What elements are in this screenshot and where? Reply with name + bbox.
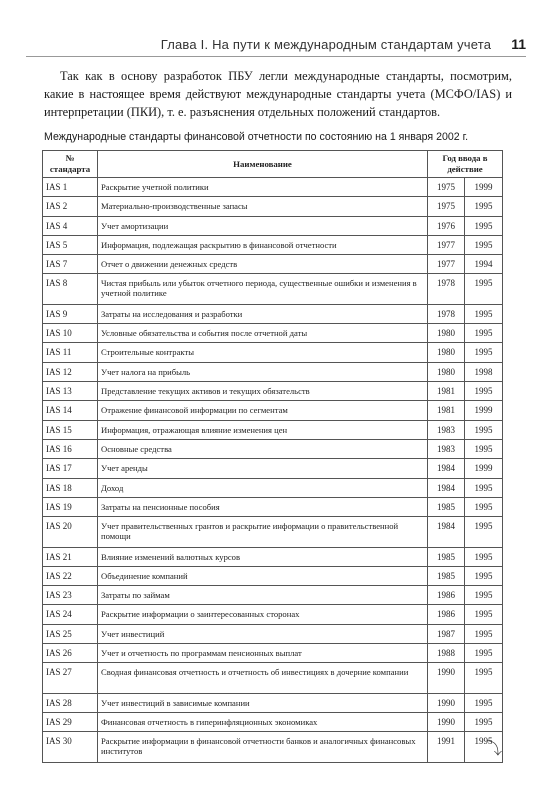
year-revised: 1998 (465, 362, 503, 381)
standard-id: IAS 27 (43, 663, 98, 693)
year-revised: 1995 (465, 566, 503, 585)
year-revised: 1995 (465, 547, 503, 566)
standard-name: Чистая прибыль или убыток отчетного периода, существенные ошибки и изменения в учетной политике (98, 274, 428, 304)
table-row (43, 274, 503, 304)
standard-name: Учет правительственных грантов и раскрытие информации о правительственной помощи (98, 517, 428, 547)
year-introduced: 1976 (428, 216, 465, 235)
year-revised: 1995 (465, 586, 503, 605)
table-row (43, 197, 503, 216)
standard-id: IAS 4 (43, 216, 98, 235)
standard-id: IAS 16 (43, 439, 98, 458)
table-row (43, 216, 503, 235)
table-row (43, 605, 503, 624)
intro-paragraph: Так как в основу разработок ПБУ легли международные стандарты, посмотрим, какие в настоящее время действуют международные стандарты учета (МСФО/IAS) и интерпретации (ПКИ), т. е. разъяснения отдельных положений стандартов. (44, 69, 512, 119)
year-introduced: 1988 (428, 644, 465, 663)
page-header (26, 36, 526, 57)
table-body (43, 178, 503, 763)
standard-id: IAS 12 (43, 362, 98, 381)
year-revised: 1999 (465, 459, 503, 478)
year-revised: 1995 (465, 478, 503, 497)
year-introduced: 1987 (428, 624, 465, 643)
standard-id: IAS 2 (43, 197, 98, 216)
year-introduced: 1983 (428, 420, 465, 439)
year-introduced: 1985 (428, 566, 465, 585)
table-row (43, 644, 503, 663)
year-introduced: 1986 (428, 605, 465, 624)
standard-id: IAS 1 (43, 178, 98, 197)
table-row (43, 235, 503, 254)
year-introduced: 1977 (428, 235, 465, 254)
year-introduced: 1990 (428, 663, 465, 693)
year-revised: 1995 (465, 644, 503, 663)
year-introduced: 1984 (428, 517, 465, 547)
table-row (43, 732, 503, 762)
standard-name: Отчет о движении денежных средств (98, 255, 428, 274)
table-row (43, 517, 503, 547)
standard-name: Информация, подлежащая раскрытию в финансовой отчетности (98, 235, 428, 254)
year-introduced: 1981 (428, 382, 465, 401)
year-revised: 1995 (465, 517, 503, 547)
standard-id: IAS 22 (43, 566, 98, 585)
table-header-row (43, 151, 503, 178)
year-introduced: 1980 (428, 362, 465, 381)
table-row (43, 178, 503, 197)
standard-name: Учет аренды (98, 459, 428, 478)
chapter-title: Глава I. На пути к международным стандартам учета (160, 37, 492, 52)
standard-name: Учет налога на прибыль (98, 362, 428, 381)
table-row (43, 586, 503, 605)
year-revised: 1995 (465, 216, 503, 235)
year-revised: 1999 (465, 178, 503, 197)
standard-name: Доход (98, 478, 428, 497)
standard-id: IAS 7 (43, 255, 98, 274)
header-standard-number: № стандарта (43, 151, 98, 178)
year-revised: 1995 (465, 324, 503, 343)
standard-id: IAS 10 (43, 324, 98, 343)
standard-name: Объединение компаний (98, 566, 428, 585)
standard-id: IAS 20 (43, 517, 98, 547)
standard-name: Строительные контракты (98, 343, 428, 362)
standard-name: Сводная финансовая отчетность и отчетность об инвестициях в дочерние компании (98, 663, 428, 693)
header-name: Наименование (98, 151, 428, 178)
standard-name: Затраты по займам (98, 586, 428, 605)
year-revised: 1995 (465, 605, 503, 624)
year-revised: 1995 (465, 713, 503, 732)
year-revised: 1995 (465, 197, 503, 216)
year-revised: 1995 (465, 693, 503, 712)
standard-id: IAS 28 (43, 693, 98, 712)
year-introduced: 1985 (428, 497, 465, 516)
standard-name: Затраты на пенсионные пособия (98, 497, 428, 516)
standard-id: IAS 21 (43, 547, 98, 566)
year-introduced: 1984 (428, 478, 465, 497)
standard-id: IAS 25 (43, 624, 98, 643)
year-introduced: 1991 (428, 732, 465, 762)
standard-name: Раскрытие информации о заинтересованных сторонах (98, 605, 428, 624)
standard-id: IAS 11 (43, 343, 98, 362)
year-introduced: 1983 (428, 439, 465, 458)
standard-name: Условные обязательства и события после отчетной даты (98, 324, 428, 343)
table-row (43, 478, 503, 497)
table-row (43, 566, 503, 585)
table-row (43, 624, 503, 643)
year-revised: 1995 (465, 343, 503, 362)
table-row (43, 497, 503, 516)
standard-name: Основные средства (98, 439, 428, 458)
standard-name: Учет амортизации (98, 216, 428, 235)
year-introduced: 1990 (428, 713, 465, 732)
standard-name: Влияние изменений валютных курсов (98, 547, 428, 566)
standard-id: IAS 26 (43, 644, 98, 663)
year-revised: 1995 (465, 732, 503, 762)
year-introduced: 1975 (428, 197, 465, 216)
header-year: Год ввода в действие (428, 151, 503, 178)
standard-name: Учет инвестиций (98, 624, 428, 643)
table-row (43, 382, 503, 401)
standard-id: IAS 13 (43, 382, 98, 401)
table-row (43, 713, 503, 732)
standard-name: Информация, отражающая влияние изменения цен (98, 420, 428, 439)
year-introduced: 1978 (428, 274, 465, 304)
year-revised: 1994 (465, 255, 503, 274)
table-row (43, 255, 503, 274)
year-revised: 1999 (465, 401, 503, 420)
standard-id: IAS 29 (43, 713, 98, 732)
year-revised: 1995 (465, 439, 503, 458)
standard-id: IAS 14 (43, 401, 98, 420)
year-introduced: 1981 (428, 401, 465, 420)
year-revised: 1995 (465, 304, 503, 323)
standard-id: IAS 9 (43, 304, 98, 323)
standard-id: IAS 17 (43, 459, 98, 478)
standard-name: Учет инвестиций в зависимые компании (98, 693, 428, 712)
standard-id: IAS 19 (43, 497, 98, 516)
table-row (43, 343, 503, 362)
standards-table (42, 150, 503, 763)
year-introduced: 1975 (428, 178, 465, 197)
table-row (43, 459, 503, 478)
table-caption: Международные стандарты финансовой отчетности по состоянию на 1 января 2002 г. (44, 131, 469, 143)
table-row (43, 547, 503, 566)
standard-id: IAS 8 (43, 274, 98, 304)
year-introduced: 1986 (428, 586, 465, 605)
standard-id: IAS 5 (43, 235, 98, 254)
standard-name: Раскрытие учетной политики (98, 178, 428, 197)
table-row (43, 439, 503, 458)
page-number: 11 (511, 36, 526, 52)
standard-name: Затраты на исследования и разработки (98, 304, 428, 323)
year-revised: 1995 (465, 235, 503, 254)
year-introduced: 1990 (428, 693, 465, 712)
year-introduced: 1977 (428, 255, 465, 274)
year-introduced: 1980 (428, 343, 465, 362)
standard-id: IAS 30 (43, 732, 98, 762)
year-introduced: 1984 (428, 459, 465, 478)
standard-name: Учет и отчетность по программам пенсионных выплат (98, 644, 428, 663)
standard-id: IAS 15 (43, 420, 98, 439)
year-revised: 1995 (465, 663, 503, 693)
table-row (43, 324, 503, 343)
year-revised: 1995 (465, 420, 503, 439)
standard-name: Отражение финансовой информации по сегментам (98, 401, 428, 420)
standard-id: IAS 24 (43, 605, 98, 624)
table-row (43, 304, 503, 323)
table-row (43, 663, 503, 693)
year-revised: 1995 (465, 624, 503, 643)
standard-id: IAS 23 (43, 586, 98, 605)
standard-name: Финансовая отчетность в гиперинфляционных экономиках (98, 713, 428, 732)
standard-id: IAS 18 (43, 478, 98, 497)
standard-name: Материально-производственные запасы (98, 197, 428, 216)
standard-name: Раскрытие информации в финансовой отчетности банков и аналогичных финансовых институтов (98, 732, 428, 762)
year-revised: 1995 (465, 497, 503, 516)
table-row (43, 420, 503, 439)
table-row (43, 362, 503, 381)
year-introduced: 1985 (428, 547, 465, 566)
year-revised: 1995 (465, 382, 503, 401)
year-revised: 1995 (465, 274, 503, 304)
year-introduced: 1980 (428, 324, 465, 343)
table-row (43, 401, 503, 420)
table-row (43, 693, 503, 712)
page-curl-icon: ⤵ (486, 741, 503, 758)
standard-name: Представление текущих активов и текущих обязательств (98, 382, 428, 401)
year-introduced: 1978 (428, 304, 465, 323)
